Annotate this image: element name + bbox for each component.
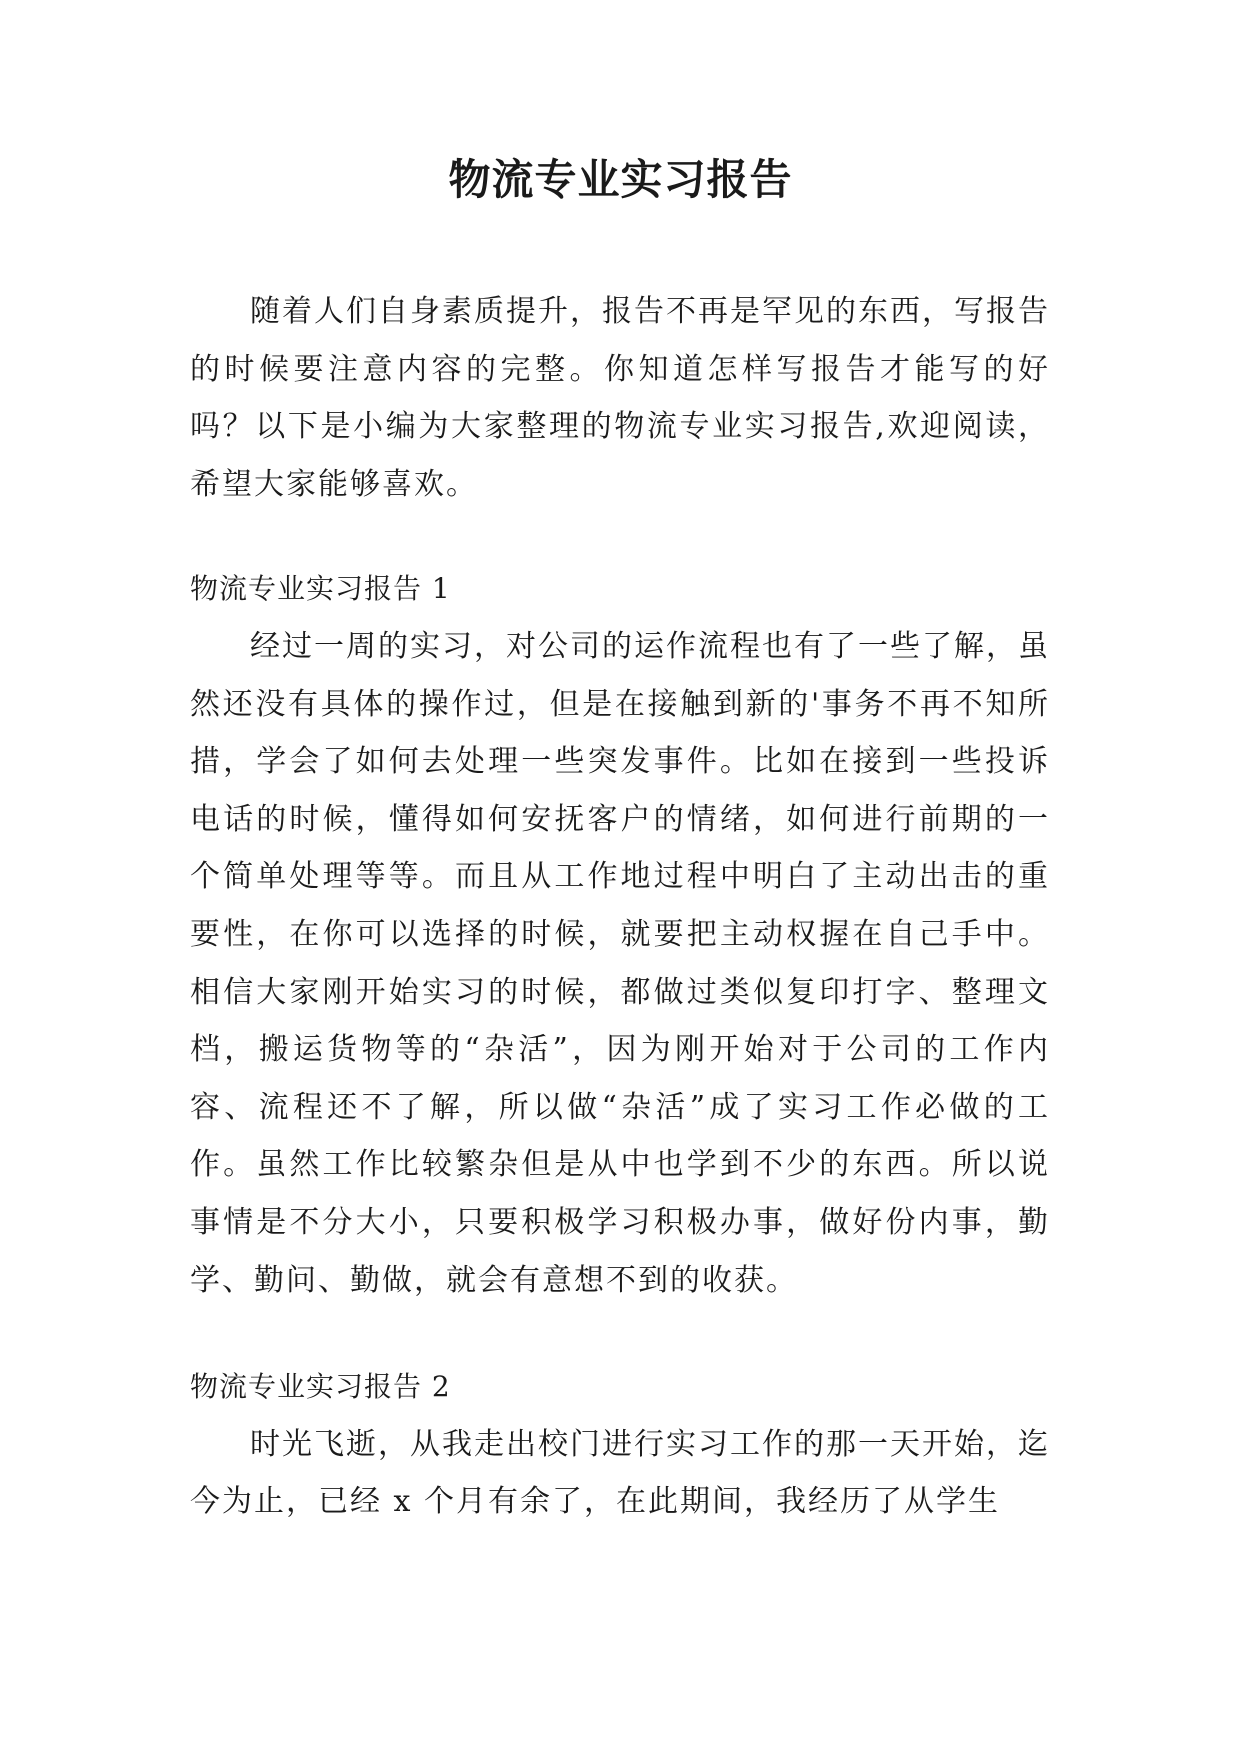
section-paragraph: 经过一周的实习，对公司的运作流程也有了一些了解，虽然还没有具体的操作过，但是在接触到新的'事务不再不知所措，学会了如何去处理一些突发事件。比如在接到一些投诉电话的时候，懂得如何安抚客户的情绪，如何进行前期的一个简单处理等等。而且从工作地过程中明白了主动出击的重要性，在你可以选择的时候，就要把主动权握在自己手中。相信大家刚开始实习的时候，都做过类似复印打字、整理文档，搬运货物等的“杂活”，因为刚开始对于公司的工作内容、流程还不了解，所以做“杂活”成了实习工作必做的工作。虽然工作比较繁杂但是从中也学到不少的东西。所以说事情是不分大小，只要积极学习积极办事，做好份内事，勤学、勤问、勤做，就会有意想不到的收获。 xyxy=(190,628,1050,1298)
section-heading: 物流专业实习报告 1 xyxy=(190,572,451,606)
section-1 xyxy=(190,560,1050,1309)
section-spacer xyxy=(190,1309,1050,1358)
section-2 xyxy=(190,1358,1050,1531)
document-body xyxy=(190,283,1050,1531)
section-heading: 物流专业实习报告 2 xyxy=(190,1370,451,1404)
intro-paragraph: 随着人们自身素质提升，报告不再是罕见的东西，写报告的时候要注意内容的完整。你知道怎样写报告才能写的好吗？以下是小编为大家整理的物流专业实习报告,欢迎阅读，希望大家能够喜欢。 xyxy=(190,294,1050,502)
document-title: 物流专业实习报告 xyxy=(448,155,793,204)
section-spacer xyxy=(190,513,1050,560)
section-paragraph: 时光飞逝，从我走出校门进行实习工作的那一天开始，迄今为止，已经 x 个月有余了，在此期间，我经历了从学生 xyxy=(190,1426,1050,1520)
